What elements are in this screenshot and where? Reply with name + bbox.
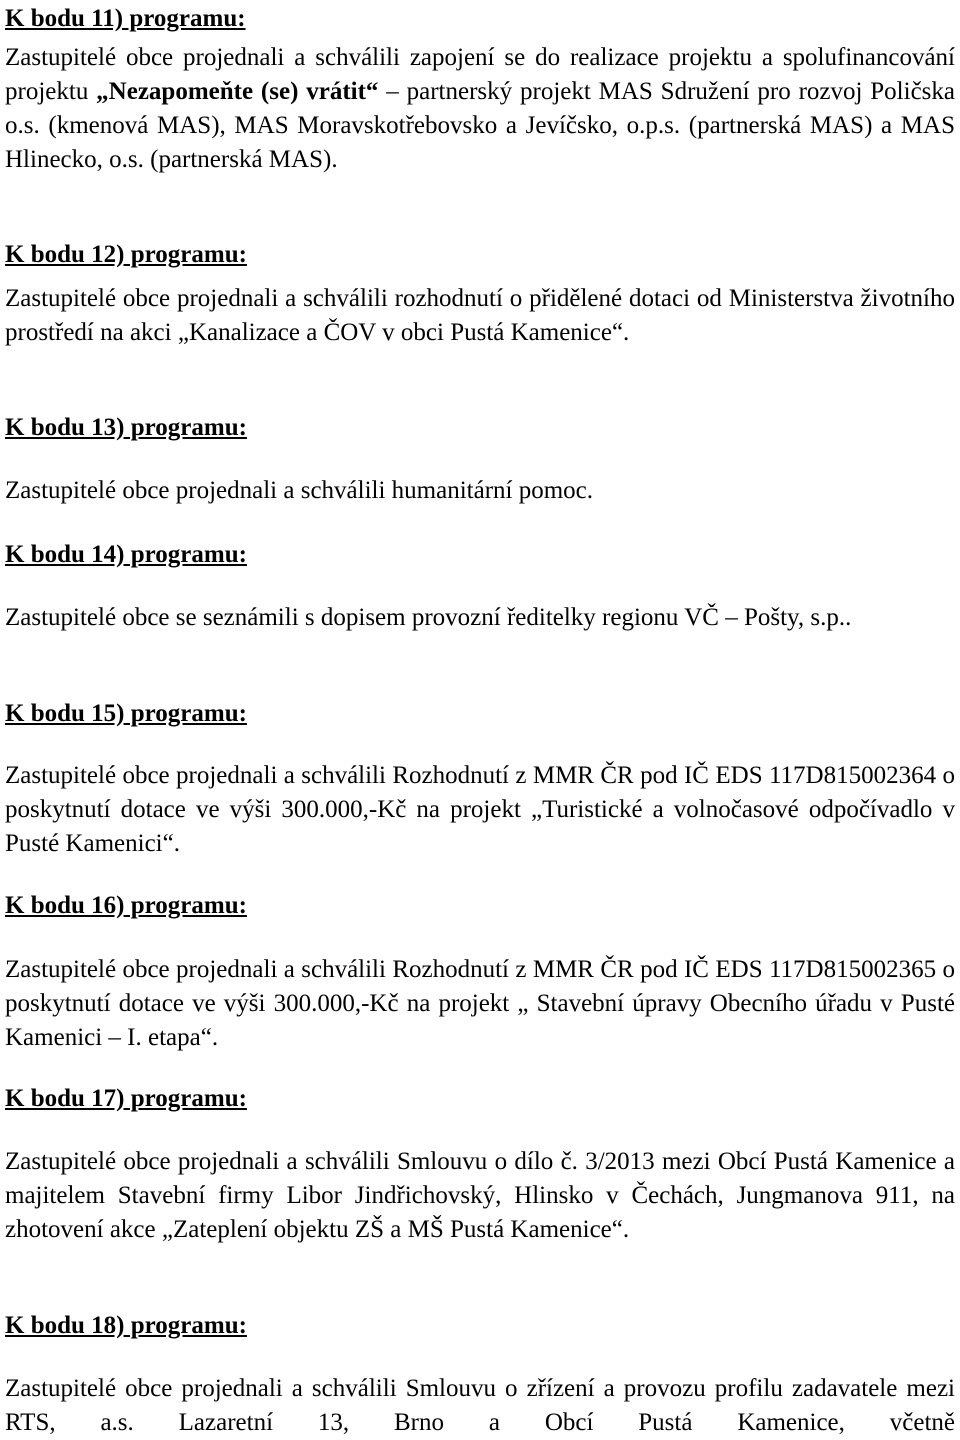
paragraph-bod-15: Zastupitelé obce projednali a schválili Rozhodnutí z MMR ČR pod IČ EDS 117D815002364 o poskytnutí dotace ve výši 300.000,-Kč na projekt „Turistické a volnočasové odpočívadlo v Pusté Kamenici“. — [5, 762, 955, 857]
paragraph-bod-12: Zastupitelé obce projednali a schválili rozhodnutí o přidělené dotaci od Ministerstva životního prostředí na akci „Kanalizace a ČOV v obci Pustá Kamenice“. — [5, 285, 955, 346]
paragraph-bod-11-part-b: – partnerský projekt MAS Sdružení pro rozvoj Poličska o.s. (kmenová MAS), MAS Moravskotřebovsko a Jevíčsko, o.p.s. (partnerská MAS) a MAS Hlinecko, o.s. (partnerská MAS). — [5, 78, 955, 173]
paragraph-bod-16: Zastupitelé obce projednali a schválili Rozhodnutí z MMR ČR pod IČ EDS 117D815002365 o poskytnutí dotace ve výši 300.000,-Kč na projekt „ Stavební úpravy Obecního úřadu v Pusté Kamenici – I. etapa“. — [5, 956, 955, 1051]
paragraph-bod-11-part-a: Zastupitelé obce projednali a schválili zapojení se do realizace projektu a spolufinancování projektu — [5, 44, 955, 105]
paragraph-bod-13: Zastupitelé obce projednali a schválili humanitární pomoc. — [5, 477, 594, 504]
heading-bod-17: K bodu 17) programu: — [5, 1085, 247, 1112]
paragraph-bod-17: Zastupitelé obce projednali a schválili Smlouvu o dílo č. 3/2013 mezi Obcí Pustá Kamenice a majitelem Stavební firmy Libor Jindřichovský, Hlinsko v Čechách, Jungmanova 911, na zhotovení akce „Zateplení objektu ZŠ a MŠ Pustá Kamenice“. — [5, 1148, 955, 1243]
heading-bod-18: K bodu 18) programu: — [5, 1312, 247, 1339]
paragraph-bod-14: Zastupitelé obce se seznámili s dopisem provozní ředitelky regionu VČ – Pošty, s.p.. — [5, 604, 852, 631]
heading-bod-16: K bodu 16) programu: — [5, 892, 247, 919]
heading-bod-13: K bodu 13) programu: — [5, 414, 247, 441]
heading-bod-14: K bodu 14) programu: — [5, 541, 247, 568]
heading-bod-15: K bodu 15) programu: — [5, 700, 247, 727]
heading-bod-11: K bodu 11) programu: — [5, 5, 246, 32]
paragraph-bod-11 — [5, 41, 955, 177]
heading-bod-12: K bodu 12) programu: — [5, 241, 247, 268]
paragraph-bod-18: Zastupitelé obce projednali a schválili Smlouvu o zřízení a provozu profilu zadavatele mezi RTS, a.s. Lazaretní 13, Brno a Obcí Pustá Kamenice, včetně — [5, 1375, 955, 1436]
project-name-bold: „Nezapomeňte (se) vrátit“ — [96, 78, 379, 105]
